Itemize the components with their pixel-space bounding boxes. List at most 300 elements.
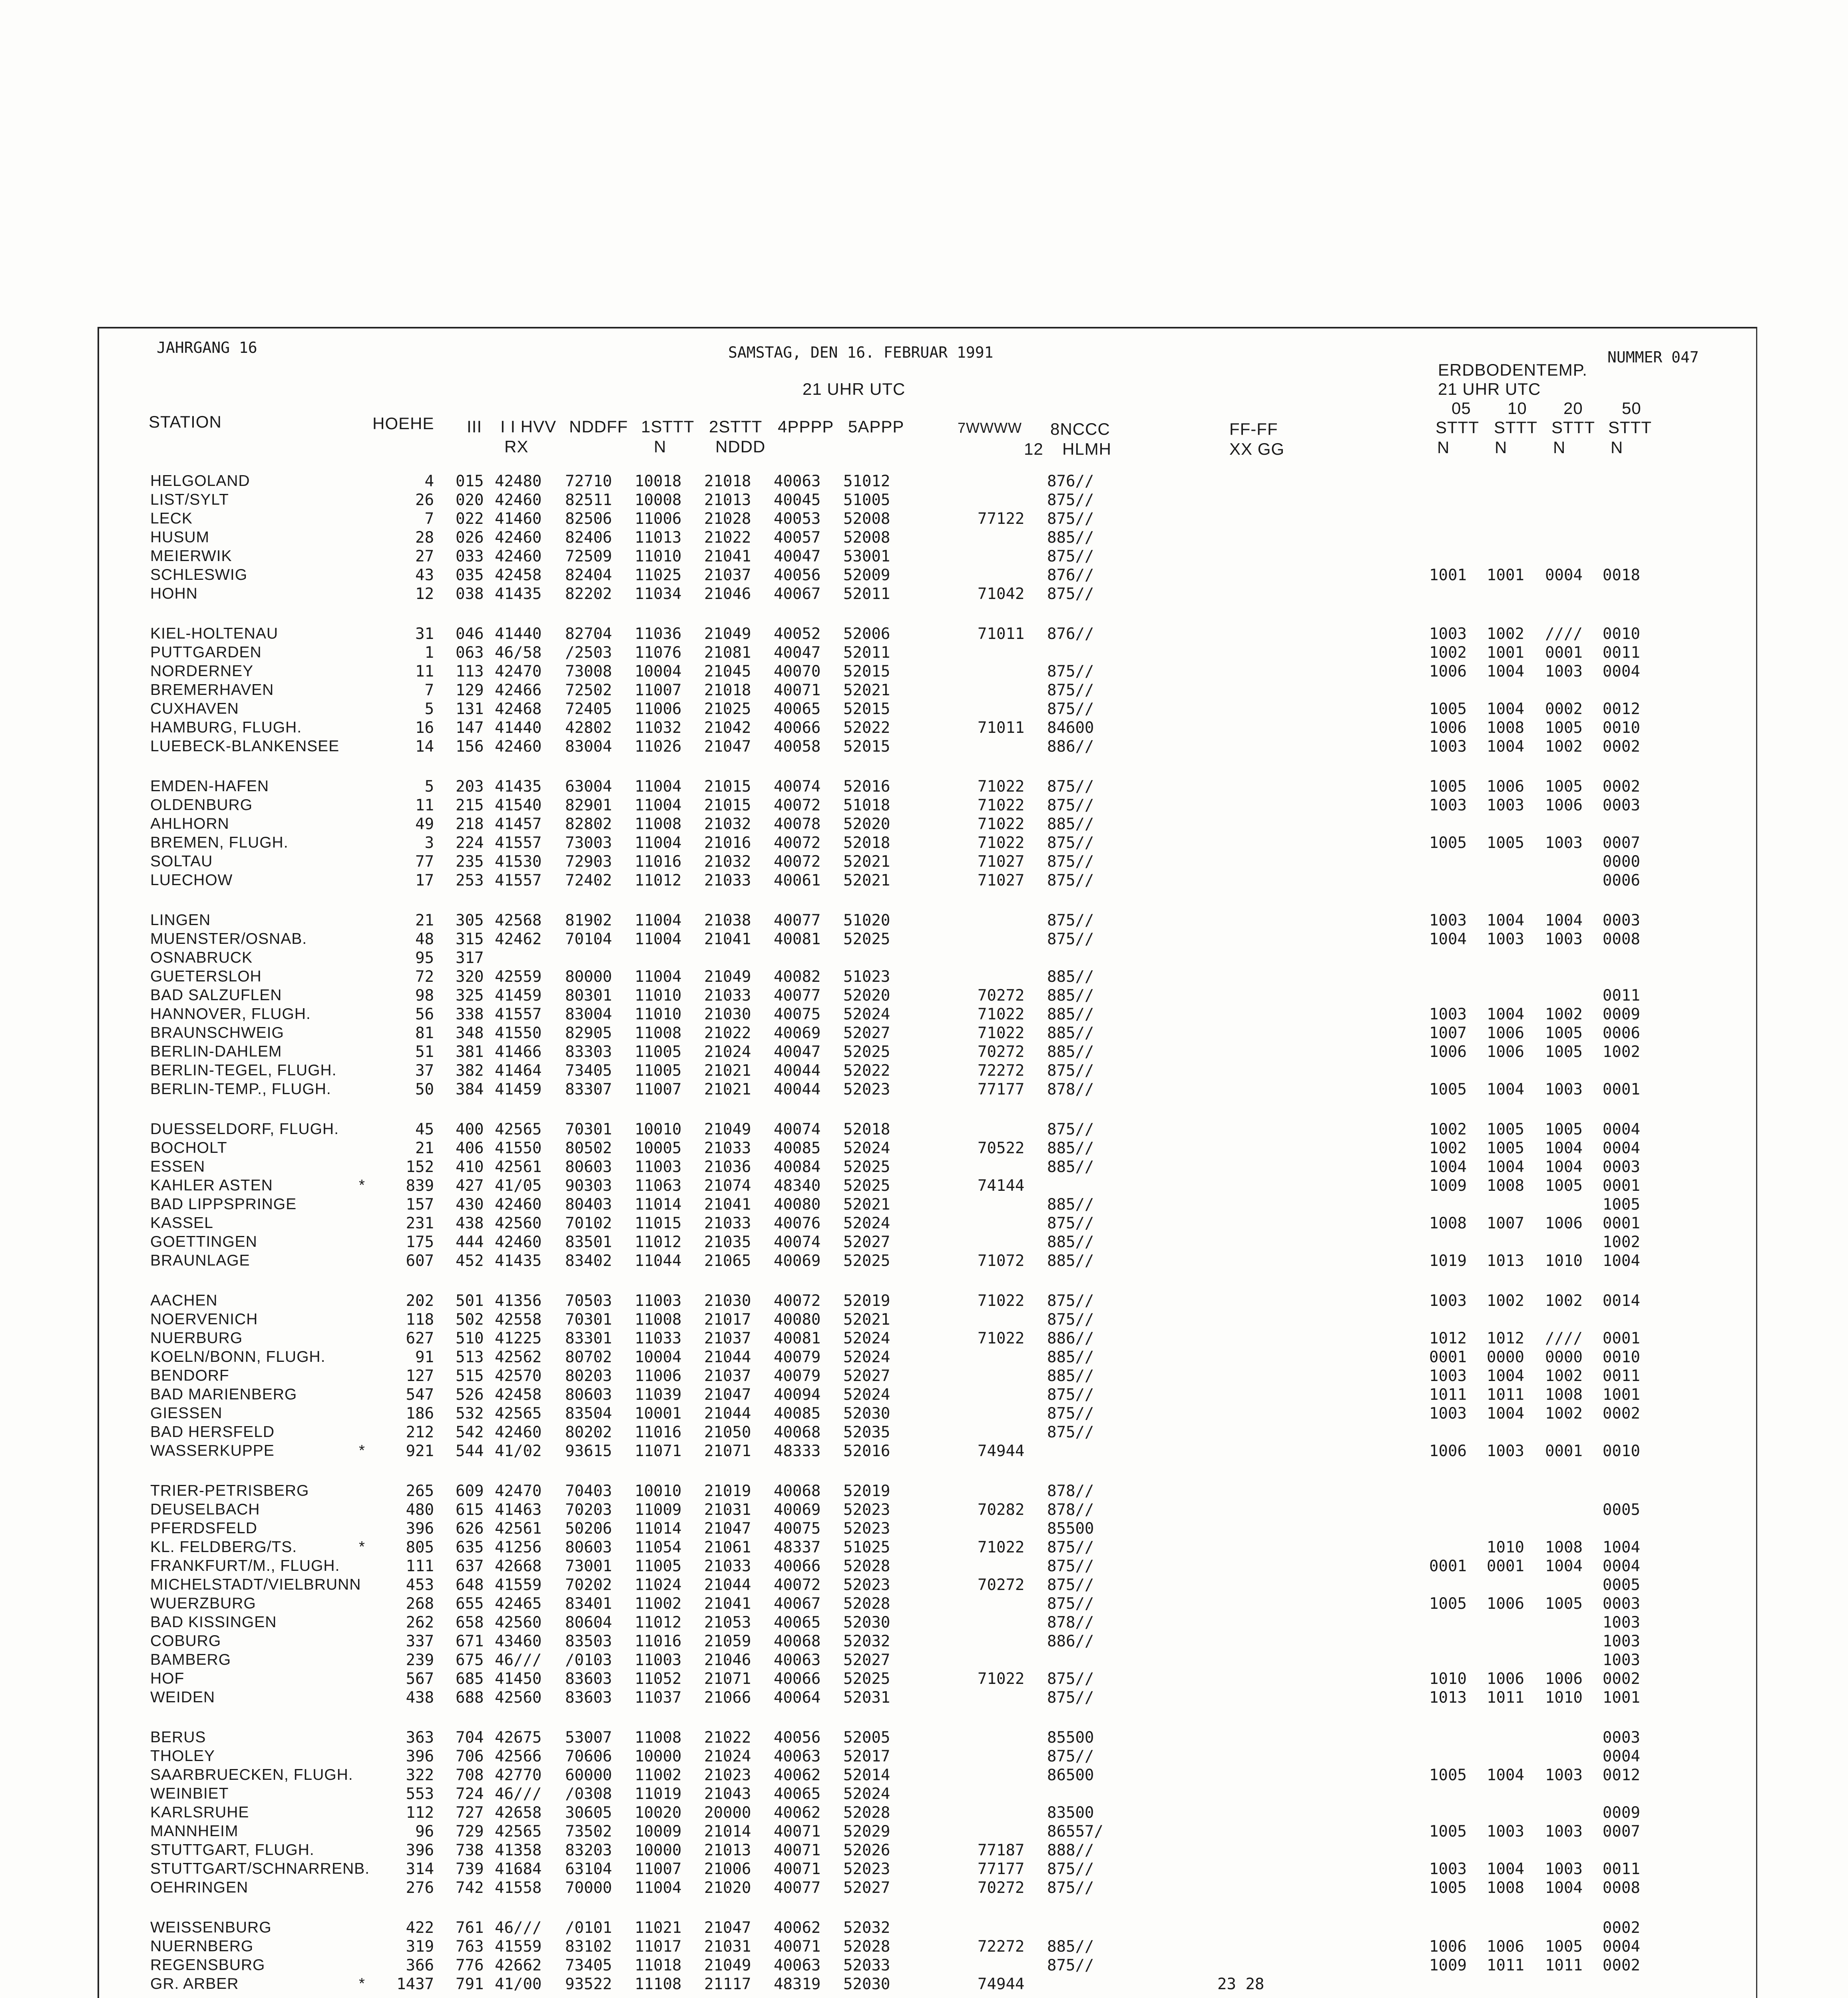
group-iihvv: 41466 [495, 1043, 542, 1061]
soil-temp-10: 1004 [1487, 1005, 1524, 1023]
soil-temp-50: 0014 [1603, 1292, 1640, 1310]
table-row [0, 911, 1848, 931]
group-1sttt: 11005 [635, 1557, 682, 1575]
group-1sttt: 11025 [635, 566, 682, 584]
group-5appp: 52023 [843, 1081, 890, 1099]
col-iihvv-rx: RX [504, 437, 529, 456]
group-7wwww: 71022 [978, 796, 1025, 814]
group-nddff: /0101 [565, 1919, 612, 1937]
group-5appp: 52030 [843, 1405, 890, 1423]
table-row [0, 738, 1848, 758]
group-5appp: 52008 [843, 529, 890, 547]
group-5appp: 52031 [843, 1689, 890, 1707]
group-iihvv: 42565 [495, 1120, 542, 1138]
group-1sttt: 10018 [635, 472, 682, 490]
station-index: 430 [456, 1196, 484, 1214]
station-index: 410 [456, 1158, 484, 1176]
soil-temp-05: 1005 [1429, 834, 1467, 852]
group-5appp: 52014 [843, 1766, 890, 1784]
group-iihvv: 41440 [495, 719, 542, 737]
group-5appp: 52028 [843, 1595, 890, 1613]
group-1sttt: 11016 [635, 853, 682, 871]
group-4pppp: 40077 [774, 987, 821, 1005]
group-2sttt: 21018 [704, 472, 751, 490]
group-7wwww: 77122 [978, 510, 1025, 528]
group-2sttt: 21042 [704, 719, 751, 737]
soil-temp-50: 0011 [1603, 987, 1640, 1005]
soil-temp-05: 1003 [1429, 1860, 1467, 1878]
table-row [0, 1595, 1848, 1615]
soil-temp-05: 1004 [1429, 930, 1467, 948]
group-4pppp: 40047 [774, 547, 821, 565]
group-1sttt: 11007 [635, 1081, 682, 1099]
group-2sttt: 21053 [704, 1614, 751, 1632]
group-1sttt: 11003 [635, 1158, 682, 1176]
group-8nccc: 885// [1047, 1196, 1094, 1214]
group-nddff: 82511 [565, 491, 612, 509]
station-name: GR. ARBER [150, 1975, 239, 1992]
group-7wwww: 71022 [978, 1329, 1025, 1347]
group-8nccc: 875// [1047, 1747, 1094, 1765]
soil-temp-10: 1012 [1487, 1329, 1524, 1347]
group-iihvv: 41440 [495, 625, 542, 643]
table-row [0, 930, 1848, 950]
soil-temp-20: 1008 [1545, 1386, 1583, 1404]
col-7wwww: 7WWWW [958, 420, 1022, 436]
group-4pppp: 40074 [774, 1120, 821, 1138]
table-row [0, 547, 1848, 567]
station-height: 111 [406, 1557, 434, 1575]
soil-temp-20: 1006 [1545, 1670, 1583, 1688]
station-name: HOHN [150, 585, 198, 602]
group-5appp: 51012 [843, 472, 890, 490]
group-5appp: 51005 [843, 491, 890, 509]
group-4pppp: 40057 [774, 529, 821, 547]
station-height: 77 [415, 853, 434, 871]
group-nddff: 82802 [565, 815, 612, 833]
station-height: 51 [415, 1043, 434, 1061]
station-name: OSNABRUCK [150, 949, 253, 966]
soil-temp-05: 0001 [1429, 1348, 1467, 1366]
group-1sttt: 11003 [635, 1292, 682, 1310]
soil-temp-20: 1005 [1545, 1177, 1583, 1195]
group-2sttt: 21044 [704, 1405, 751, 1423]
table-row [0, 566, 1848, 586]
group-4pppp: 40079 [774, 1348, 821, 1366]
group-nddff: 82406 [565, 529, 612, 547]
group-nddff: 93615 [565, 1442, 612, 1460]
station-index: 382 [456, 1062, 484, 1080]
group-7wwww: 71072 [978, 1252, 1025, 1270]
group-iihvv: 41557 [495, 834, 542, 852]
soil-temp-05: 1002 [1429, 1120, 1467, 1138]
group-nddff: 73008 [565, 663, 612, 681]
group-8nccc: 878// [1047, 1614, 1094, 1632]
soil-temp-50: 1005 [1603, 1196, 1640, 1214]
station-index: 203 [456, 778, 484, 796]
station-name: BREMERHAVEN [150, 681, 274, 699]
soil-temp-50: 0004 [1603, 1557, 1640, 1575]
station-index: 727 [456, 1804, 484, 1822]
soil-temp-20: 1002 [1545, 738, 1583, 756]
group-nddff: 80603 [565, 1158, 612, 1176]
station-index: 738 [456, 1841, 484, 1859]
group-8nccc: 875// [1047, 872, 1094, 890]
group-8nccc: 875// [1047, 1576, 1094, 1594]
group-5appp: 52024 [843, 1348, 890, 1366]
soil-temp-50: 0003 [1603, 1158, 1640, 1176]
soil-temp-10: 1010 [1487, 1538, 1524, 1556]
group-8nccc: 875// [1047, 1595, 1094, 1613]
station-name: LIST/SYLT [150, 491, 229, 508]
station-index: 400 [456, 1120, 484, 1138]
group-1sttt: 11076 [635, 644, 682, 662]
station-height: 5 [424, 700, 434, 718]
station-index: 704 [456, 1729, 484, 1747]
group-iihvv: 42465 [495, 1595, 542, 1613]
station-height: 322 [406, 1766, 434, 1784]
group-2sttt: 21031 [704, 1938, 751, 1956]
station-index: 348 [456, 1024, 484, 1042]
group-iihvv: 42565 [495, 1405, 542, 1423]
group-4pppp: 48340 [774, 1177, 821, 1195]
station-height: 231 [406, 1214, 434, 1232]
group-2sttt: 21025 [704, 700, 751, 718]
group-1sttt: 11032 [635, 719, 682, 737]
group-4pppp: 40084 [774, 1158, 821, 1176]
group-8nccc: 885// [1047, 1367, 1094, 1385]
group-5appp: 52030 [843, 1975, 890, 1993]
group-5appp: 52020 [843, 815, 890, 833]
group-7wwww: 74944 [978, 1442, 1025, 1460]
group-2sttt: 21117 [704, 1975, 751, 1993]
group-nddff: 72903 [565, 853, 612, 871]
group-8nccc: 875// [1047, 1557, 1094, 1575]
soil-temp-05: 1006 [1429, 1442, 1467, 1460]
soil-temp-10: 1006 [1487, 1024, 1524, 1042]
soil-temp-10: 1002 [1487, 1292, 1524, 1310]
soil-temp-50: 0001 [1603, 1177, 1640, 1195]
group-5appp: 52019 [843, 1292, 890, 1310]
station-name: HELGOLAND [150, 472, 250, 490]
group-1sttt: 11008 [635, 815, 682, 833]
station-name: PUTTGARDEN [150, 644, 262, 661]
group-nddff: 83503 [565, 1632, 612, 1650]
group-4pppp: 40085 [774, 1139, 821, 1157]
soil-temp-20: 1003 [1545, 930, 1583, 948]
group-4pppp: 40065 [774, 700, 821, 718]
group-1sttt: 11007 [635, 681, 682, 699]
group-4pppp: 40071 [774, 1841, 821, 1859]
group-8nccc: 885// [1047, 1158, 1094, 1176]
station-index: 131 [456, 700, 484, 718]
group-5appp: 52024 [843, 1005, 890, 1023]
group-2sttt: 21013 [704, 491, 751, 509]
group-1sttt: 11013 [635, 529, 682, 547]
group-2sttt: 21033 [704, 1557, 751, 1575]
station-name: BERLIN-DAHLEM [150, 1043, 282, 1060]
group-7wwww: 74944 [978, 1975, 1025, 1993]
group-nddff: 70000 [565, 1879, 612, 1897]
station-name: NORDERNEY [150, 663, 254, 680]
group-8nccc: 84600 [1047, 719, 1094, 737]
soil-temp-50: 0008 [1603, 930, 1640, 948]
group-5appp: 52035 [843, 1423, 890, 1441]
table-row [0, 1766, 1848, 1786]
station-height: 157 [406, 1196, 434, 1214]
group-5appp: 52021 [843, 872, 890, 890]
group-1sttt: 11007 [635, 1860, 682, 1878]
group-nddff: 70202 [565, 1576, 612, 1594]
group-7wwww: 72272 [978, 1938, 1025, 1956]
group-2sttt: 21015 [704, 796, 751, 814]
group-1sttt: 10008 [635, 491, 682, 509]
group-8nccc: 875// [1047, 1292, 1094, 1310]
table-row [0, 1879, 1848, 1899]
group-7wwww: 71022 [978, 1670, 1025, 1688]
group-8nccc: 875// [1047, 1386, 1094, 1404]
station-height: 363 [406, 1729, 434, 1747]
group-nddff: 73502 [565, 1823, 612, 1841]
group-iihvv: 46/// [495, 1785, 542, 1803]
soil-temp-20: 1005 [1545, 778, 1583, 796]
station-name: BAD LIPPSPRINGE [150, 1196, 297, 1213]
soil-temp-10: 1011 [1487, 1956, 1524, 1974]
station-name: KIEL-HOLTENAU [150, 625, 279, 642]
group-2sttt: 21043 [704, 1785, 751, 1803]
station-name: WEISSENBURG [150, 1919, 272, 1936]
group-5appp: 52015 [843, 663, 890, 681]
group-1sttt: 11006 [635, 510, 682, 528]
col-1sttt: 1STTT [641, 417, 695, 436]
soil-temp-10: 1006 [1487, 1043, 1524, 1061]
station-index: 381 [456, 1043, 484, 1061]
soil-temp-10: 1005 [1487, 1120, 1524, 1138]
group-4pppp: 40062 [774, 1919, 821, 1937]
station-height: 31 [415, 625, 434, 643]
group-nddff: 80202 [565, 1423, 612, 1441]
group-2sttt: 21021 [704, 1062, 751, 1080]
group-8nccc: 876// [1047, 566, 1094, 584]
group-nddff: 80502 [565, 1139, 612, 1157]
table-row [0, 1938, 1848, 1958]
soil-temp-10: 1011 [1487, 1689, 1524, 1707]
group-2sttt: 21032 [704, 815, 751, 833]
group-5appp: 52025 [843, 1670, 890, 1688]
group-4pppp: 40068 [774, 1632, 821, 1650]
group-4pppp: 40065 [774, 1785, 821, 1803]
group-iihvv: 41256 [495, 1538, 542, 1556]
group-4pppp: 48333 [774, 1442, 821, 1460]
col-n-10: N [1495, 438, 1507, 457]
group-1sttt: 10010 [635, 1120, 682, 1138]
group-iihvv: 41435 [495, 1252, 542, 1270]
table-row [0, 834, 1848, 854]
group-2sttt: 21006 [704, 1860, 751, 1878]
group-2sttt: 21047 [704, 738, 751, 756]
station-name: KL. FELDBERG/TS. [150, 1538, 297, 1556]
col-sttt-20: STTT [1551, 418, 1595, 437]
group-5appp: 52011 [843, 585, 890, 603]
group-nddff: 83303 [565, 1043, 612, 1061]
table-row [0, 1520, 1848, 1540]
group-nddff: 83301 [565, 1329, 612, 1347]
soil-temp-20: 1005 [1545, 1120, 1583, 1138]
group-4pppp: 40075 [774, 1005, 821, 1023]
group-5appp: 52016 [843, 778, 890, 796]
group-8nccc: 85500 [1047, 1729, 1094, 1747]
station-name: MICHELSTADT/VIELBRUNN [150, 1576, 361, 1593]
table-row [0, 1747, 1848, 1767]
group-8nccc: 875// [1047, 1956, 1094, 1974]
station-height: 96 [415, 1823, 434, 1841]
group-4pppp: 40047 [774, 1043, 821, 1061]
col-iihvv: I I HVV [500, 417, 557, 436]
group-iihvv: 41684 [495, 1860, 542, 1878]
soil-temp-05: 1012 [1429, 1329, 1467, 1347]
group-7wwww: 71011 [978, 625, 1025, 643]
station-name: LINGEN [150, 911, 211, 929]
group-2sttt: 21046 [704, 585, 751, 603]
table-row [0, 625, 1848, 645]
group-4pppp: 40072 [774, 1292, 821, 1310]
station-height: 21 [415, 911, 434, 929]
group-iihvv: 41435 [495, 778, 542, 796]
group-8nccc: 875// [1047, 1062, 1094, 1080]
group-2sttt: 21041 [704, 547, 751, 565]
group-1sttt: 11037 [635, 1689, 682, 1707]
group-iihvv: 42460 [495, 1196, 542, 1214]
group-nddff: 72405 [565, 700, 612, 718]
table-row [0, 663, 1848, 683]
soil-temp-10: 1003 [1487, 1442, 1524, 1460]
group-8nccc: 885// [1047, 987, 1094, 1005]
station-index: 218 [456, 815, 484, 833]
group-nddff: /0308 [565, 1785, 612, 1803]
soil-temp-20: 1005 [1545, 1043, 1583, 1061]
station-height: 314 [406, 1860, 434, 1878]
station-height: 49 [415, 815, 434, 833]
soil-temp-50: 1003 [1603, 1651, 1640, 1669]
group-1sttt: 11005 [635, 1062, 682, 1080]
group-4pppp: 40080 [774, 1196, 821, 1214]
station-name: BENDORF [150, 1367, 229, 1384]
group-iihvv: 41457 [495, 815, 542, 833]
table-row [0, 472, 1848, 492]
station-height: 453 [406, 1576, 434, 1594]
table-row [0, 1214, 1848, 1234]
group-4pppp: 40056 [774, 1729, 821, 1747]
soil-temp-05: 1005 [1429, 1879, 1467, 1897]
soil-temp-10: 1005 [1487, 1139, 1524, 1157]
group-1sttt: 11024 [635, 1576, 682, 1594]
soil-temp-50: 0003 [1603, 1729, 1640, 1747]
table-row [0, 1919, 1848, 1939]
soil-temp-05: 1001 [1429, 566, 1467, 584]
soil-temp-20: 0001 [1545, 1442, 1583, 1460]
group-8nccc: 875// [1047, 1879, 1094, 1897]
group-1sttt: 11003 [635, 1651, 682, 1669]
station-index: 626 [456, 1520, 484, 1538]
station-name: BAMBERG [150, 1651, 231, 1668]
group-2sttt: 21044 [704, 1576, 751, 1594]
station-height: 81 [415, 1024, 434, 1042]
group-5appp: 53001 [843, 547, 890, 565]
table-row [0, 1651, 1848, 1671]
group-iihvv: 42561 [495, 1520, 542, 1538]
soil-temp-50: 0003 [1603, 911, 1640, 929]
soil-temp-50: 0002 [1603, 1405, 1640, 1423]
group-2sttt: 21071 [704, 1670, 751, 1688]
station-height: 438 [406, 1689, 434, 1707]
group-nddff: 53007 [565, 1729, 612, 1747]
group-1sttt: 10020 [635, 1804, 682, 1822]
soil-temp-20: 1004 [1545, 1557, 1583, 1575]
group-iihvv: 41435 [495, 585, 542, 603]
group-nddff: 73405 [565, 1956, 612, 1974]
group-4pppp: 40094 [774, 1386, 821, 1404]
station-index: 406 [456, 1139, 484, 1157]
table-row [0, 1785, 1848, 1805]
station-name: BERLIN-TEGEL, FLUGH. [150, 1062, 337, 1079]
station-height: 21 [415, 1139, 434, 1157]
group-8nccc: 878// [1047, 1081, 1094, 1099]
station-index: 761 [456, 1919, 484, 1937]
group-2sttt: 21022 [704, 1024, 751, 1042]
group-iihvv: 42568 [495, 911, 542, 929]
group-1sttt: 11004 [635, 930, 682, 948]
soil-temp-10: 1004 [1487, 1405, 1524, 1423]
group-1sttt: 11054 [635, 1538, 682, 1556]
group-5appp: 52027 [843, 1879, 890, 1897]
station-index: 791 [456, 1975, 484, 1993]
group-2sttt: 21015 [704, 778, 751, 796]
group-8nccc: 875// [1047, 1405, 1094, 1423]
group-iihvv: 41530 [495, 853, 542, 871]
group-nddff: 82704 [565, 625, 612, 643]
station-height: 276 [406, 1879, 434, 1897]
station-height: 5 [424, 778, 434, 796]
group-8nccc: 875// [1047, 834, 1094, 852]
soil-temp-20: 1003 [1545, 834, 1583, 852]
group-8nccc: 885// [1047, 529, 1094, 547]
jahrgang-label: JAHRGANG 16 [157, 339, 257, 356]
station-name: BERUS [150, 1729, 206, 1746]
group-4pppp: 40069 [774, 1501, 821, 1519]
group-nddff: 70606 [565, 1747, 612, 1765]
group-nddff: 83102 [565, 1938, 612, 1956]
group-nddff: 50206 [565, 1520, 612, 1538]
station-index: 452 [456, 1252, 484, 1270]
col-nddff: NDDFF [569, 417, 628, 436]
soil-temp-20: 0004 [1545, 566, 1583, 584]
col-ffff-xxgg: XX GG [1229, 440, 1285, 458]
station-name: WASSERKUPPE [150, 1442, 275, 1459]
group-iihvv: 41/00 [495, 1975, 542, 1993]
group-4pppp: 40071 [774, 1860, 821, 1878]
group-7wwww: 71022 [978, 834, 1025, 852]
station-height: 265 [406, 1482, 434, 1500]
group-5appp: 52023 [843, 1501, 890, 1519]
col-depth-05: 05 [1452, 399, 1471, 418]
station-name: COBURG [150, 1632, 221, 1650]
group-2sttt: 21033 [704, 1214, 751, 1232]
table-row [0, 1860, 1848, 1880]
table-row [0, 1233, 1848, 1253]
group-1sttt: 11002 [635, 1595, 682, 1613]
group-2sttt: 21041 [704, 1595, 751, 1613]
group-8nccc: 875// [1047, 1538, 1094, 1556]
